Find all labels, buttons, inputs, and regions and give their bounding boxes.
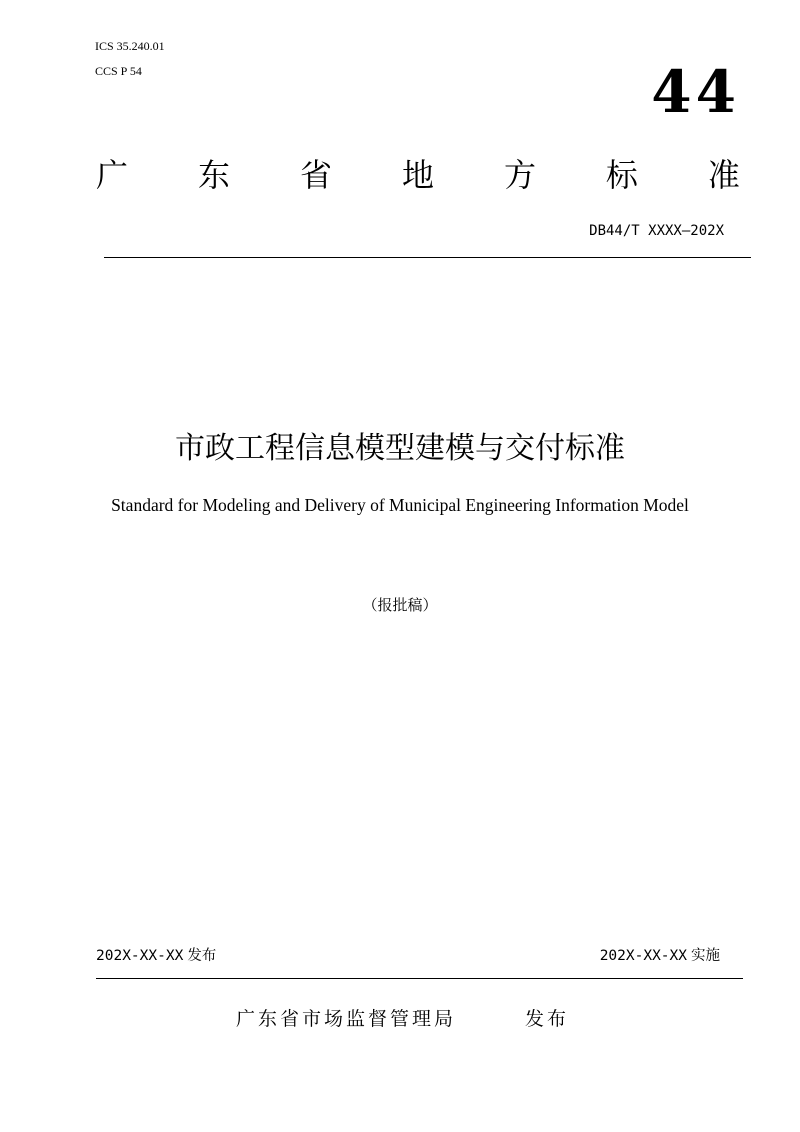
bottom-divider <box>96 978 743 979</box>
top-divider <box>104 257 751 258</box>
title-chinese: 市政工程信息模型建模与交付标准 <box>175 431 625 466</box>
standard-type-char: 方 <box>503 156 536 194</box>
title-english: Standard for Modeling and Delivery of Municipal Engineering Information Model <box>111 495 689 515</box>
standard-type-char: 省 <box>299 156 332 194</box>
standard-type-char: 准 <box>707 156 740 194</box>
implementation-date-line <box>520 945 720 967</box>
standard-number: DB44/T XXXX—202X <box>589 223 724 239</box>
region-code: 44 <box>651 58 740 126</box>
standard-type-char: 东 <box>197 156 230 194</box>
standard-type-char: 地 <box>401 156 434 194</box>
draft-status: （报批稿） <box>362 596 438 614</box>
ccs-code: CCS P 54 <box>95 64 142 78</box>
issue-date-line <box>96 945 216 967</box>
standard-type-char: 广 <box>96 156 129 194</box>
ics-code: ICS 35.240.01 <box>95 39 165 53</box>
publisher-name: 广东省市场监督管理局 <box>236 1008 457 1030</box>
standard-type-heading <box>96 152 740 198</box>
issue-label: 发布 <box>187 948 217 964</box>
implementation-label: 实施 <box>691 948 720 964</box>
publish-label: 发布 <box>525 1008 570 1030</box>
issue-date: 202X-XX-XX <box>96 948 184 964</box>
standard-type-char: 标 <box>605 156 638 194</box>
implementation-date: 202X-XX-XX <box>599 948 687 964</box>
